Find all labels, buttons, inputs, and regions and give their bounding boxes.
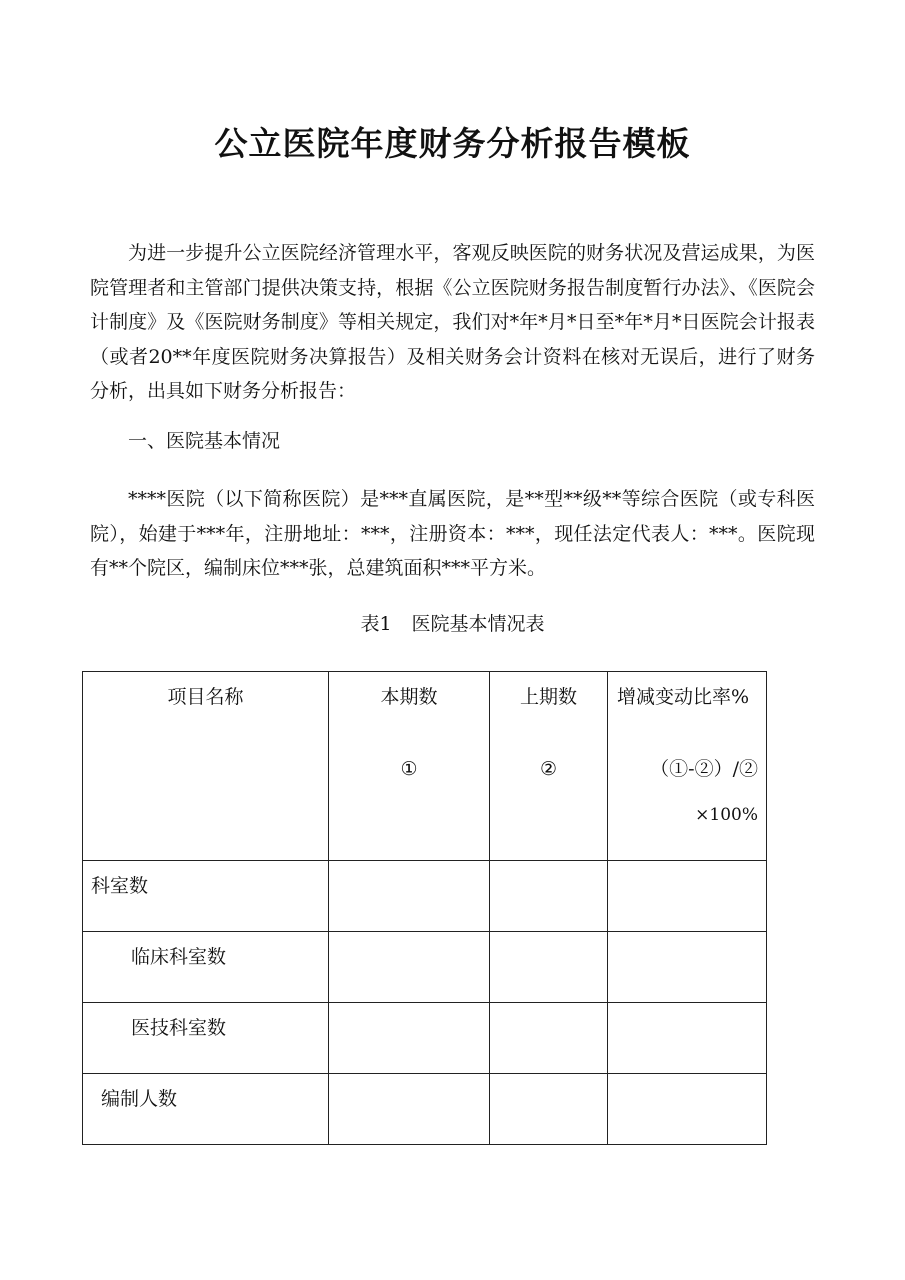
header-previous-period: 上期数 ② xyxy=(490,672,608,861)
cell-current xyxy=(329,861,490,932)
table-caption-text: 医院基本情况表 xyxy=(411,613,545,635)
row-label-medtech-departments: 医技科室数 xyxy=(83,1003,329,1074)
document-title: 公立医院年度财务分析报告模板 xyxy=(214,124,691,163)
cell-previous xyxy=(490,932,608,1003)
row-label-clinical-departments: 临床科室数 xyxy=(83,932,329,1003)
cell-rate xyxy=(608,932,767,1003)
cell-current xyxy=(329,1003,490,1074)
header-change-rate: 增减变动比率% （①-②）/② ×100% xyxy=(608,672,767,861)
basic-info-paragraph: ****医院（以下简称医院）是***直属医院，是**型**级**等综合医院（或专科医院），始建于***年，注册地址：***，注册资本：***，现任法定代表人：***。医院现有**个院区，编制床位***张，总建筑面积***平方米。 xyxy=(90,488,815,579)
cell-previous xyxy=(490,861,608,932)
previous-period-mark: ② xyxy=(539,758,558,780)
header-item-name: 项目名称 xyxy=(83,672,329,861)
cell-rate xyxy=(608,861,767,932)
row-label-staff-quota: 编制人数 xyxy=(83,1074,329,1145)
table-row xyxy=(83,861,767,932)
table-row xyxy=(83,932,767,1003)
cell-current xyxy=(329,932,490,1003)
cell-previous xyxy=(490,1074,608,1145)
section-heading-basic-info: 一、医院基本情况 xyxy=(128,430,281,452)
table-header-row xyxy=(83,672,767,861)
table-row xyxy=(83,1003,767,1074)
cell-rate xyxy=(608,1003,767,1074)
header-current-period: 本期数 ① xyxy=(329,672,490,861)
intro-paragraph: 为进一步提升公立医院经济管理水平，客观反映医院的财务状况及营运成果，为医院管理者和主管部门提供决策支持，根据《公立医院财务报告制度暂行办法》、《医院会计制度》及《医院财务制度》等相关规定，我们对*年*月*日至*年*月*日医院会计报表（或者20**年度医院财务决算报告）及相关财务会计资料在核对无误后，进行了财务分析，出具如下财务分析报告： xyxy=(90,242,815,402)
change-rate-multiplier: ×100% xyxy=(695,805,758,825)
cell-current xyxy=(329,1074,490,1145)
change-rate-formula: （①-②）/② xyxy=(650,758,758,780)
table-caption-number: 表1 xyxy=(360,613,392,635)
table-caption xyxy=(0,609,905,639)
cell-previous xyxy=(490,1003,608,1074)
current-period-mark: ① xyxy=(400,758,418,780)
hospital-basic-info-table xyxy=(82,671,767,1145)
row-label-departments: 科室数 xyxy=(83,861,329,932)
cell-rate xyxy=(608,1074,767,1145)
table-row xyxy=(83,1074,767,1145)
